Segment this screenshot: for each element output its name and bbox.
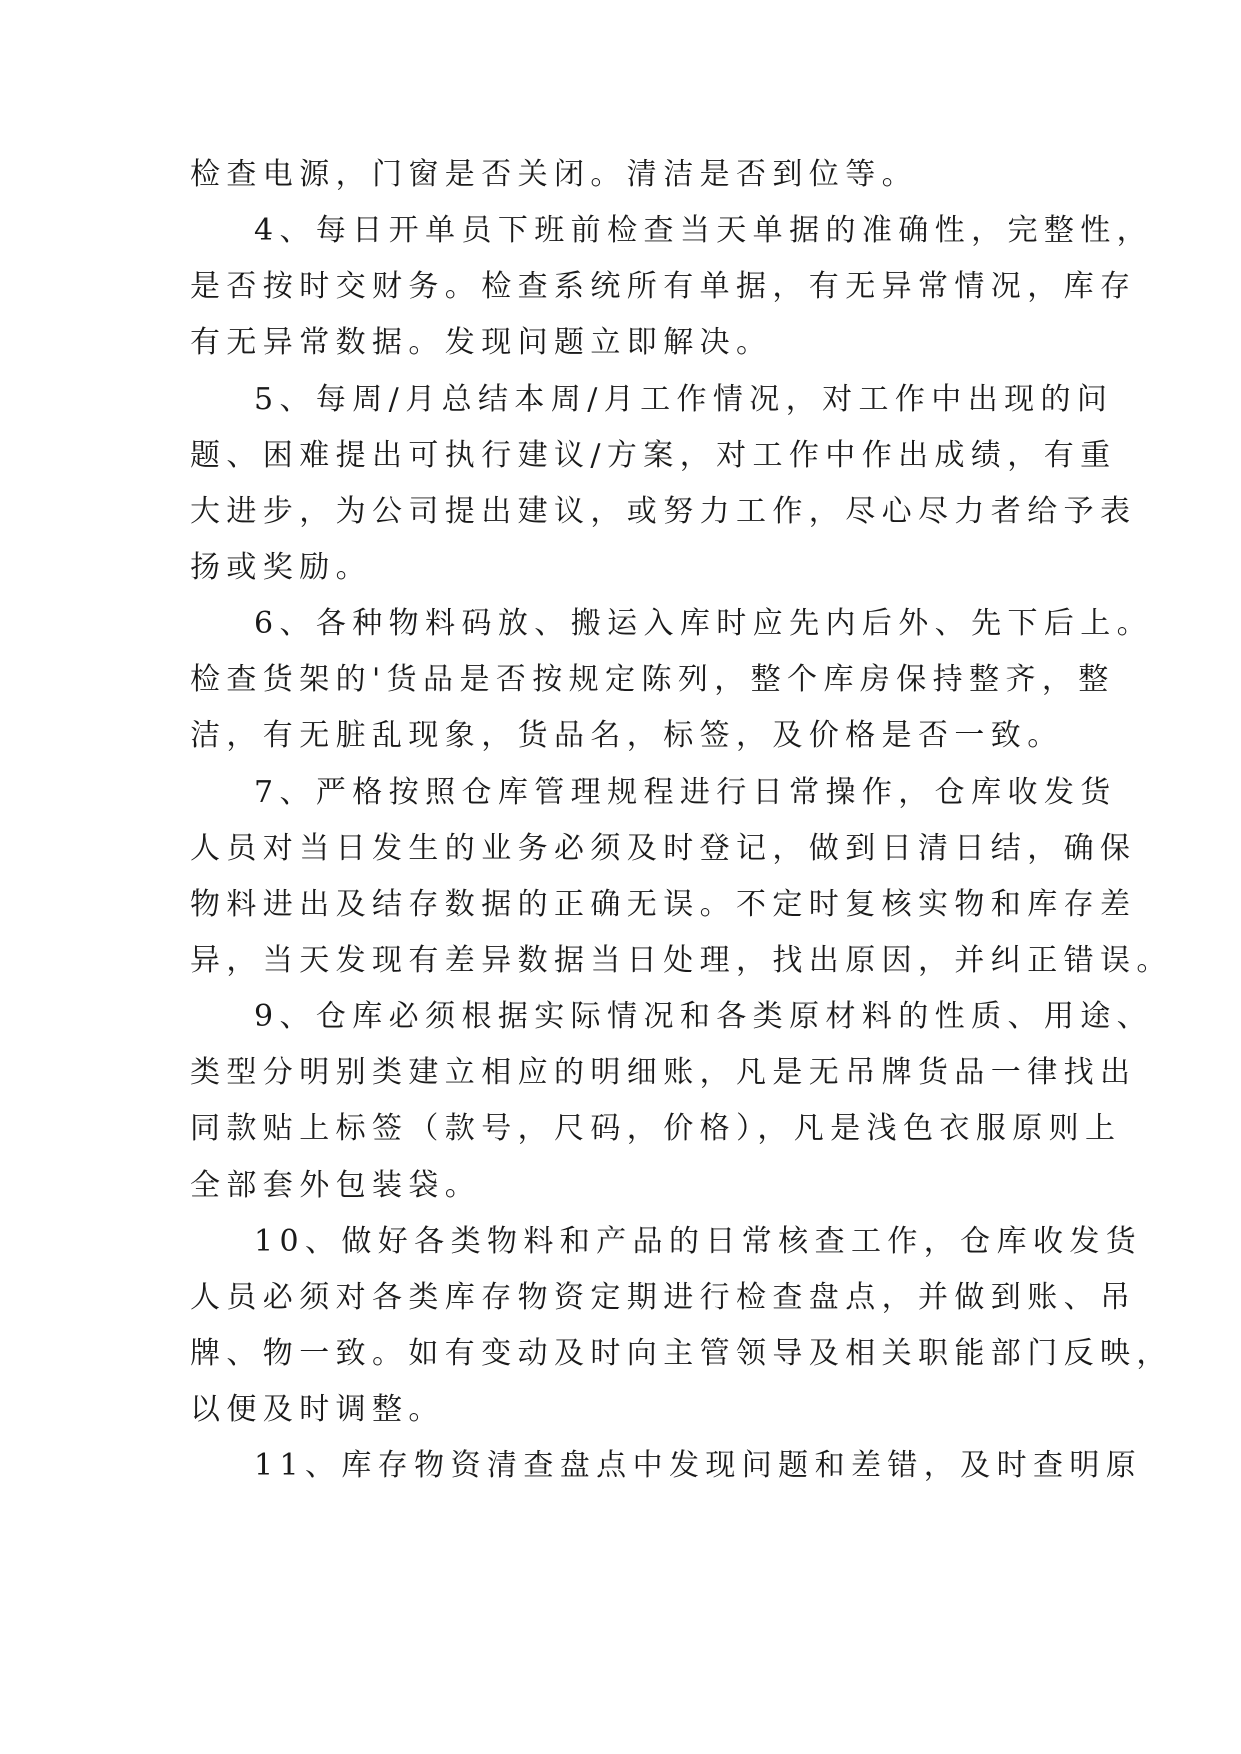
text-line: 9、仓库必须根据实际情况和各类原材料的性质、用途、 [254,999,1154,1034]
text-line: 牌、物一致。如有变动及时向主管领导及相关职能部门反映， [190,1336,1173,1371]
text-line: 是否按时交财务。检查系统所有单据，有无异常情况，库存 [190,269,1137,304]
text-line: 类型分明别类建立相应的明细账，凡是无吊牌货品一律找出 [190,1055,1137,1090]
text-line: 6、各种物料码放、搬运入库时应先内后外、先下后上。 [254,606,1154,641]
text-line: 全部套外包装袋。 [190,1168,482,1203]
text-line: 人员必须对各类库存物资定期进行检查盘点，并做到账、吊 [190,1280,1137,1315]
text-line: 扬或奖励。 [190,550,372,585]
text-line: 检查货架的'货品是否按规定陈列，整个库房保持整齐，整 [190,662,1115,697]
text-line: 10、做好各类物料和产品的日常核查工作，仓库收发货 [254,1224,1143,1259]
text-line: 题、困难提出可执行建议/方案，对工作中作出成绩，有重 [190,438,1117,473]
text-line: 11、库存物资清查盘点中发现问题和差错，及时查明原 [254,1448,1143,1483]
text-line: 5、每周/月总结本周/月工作情况，对工作中出现的问 [254,382,1114,417]
text-line: 人员对当日发生的业务必须及时登记，做到日清日结，确保 [190,831,1137,866]
text-line: 有无异常数据。发现问题立即解决。 [190,325,773,360]
text-line: 同款贴上标签（款号，尺码，价格），凡是浅色衣服原则上 [190,1111,1122,1146]
text-line: 异，当天发现有差异数据当日处理，找出原因，并纠正错误。 [190,943,1173,978]
text-line: 大进步，为公司提出建议，或努力工作，尽心尽力者给予表 [190,494,1137,529]
text-line: 7、严格按照仓库管理规程进行日常操作，仓库收发货 [254,775,1117,810]
text-line: 洁，有无脏乱现象，货品名，标签，及价格是否一致。 [190,718,1064,753]
text-line: 4、每日开单员下班前检查当天单据的准确性，完整性， [254,213,1154,248]
text-line: 以便及时调整。 [190,1392,445,1427]
text-line: 物料进出及结存数据的正确无误。不定时复核实物和库存差 [190,887,1137,922]
text-line: 检查电源，门窗是否关闭。清洁是否到位等。 [190,157,918,192]
